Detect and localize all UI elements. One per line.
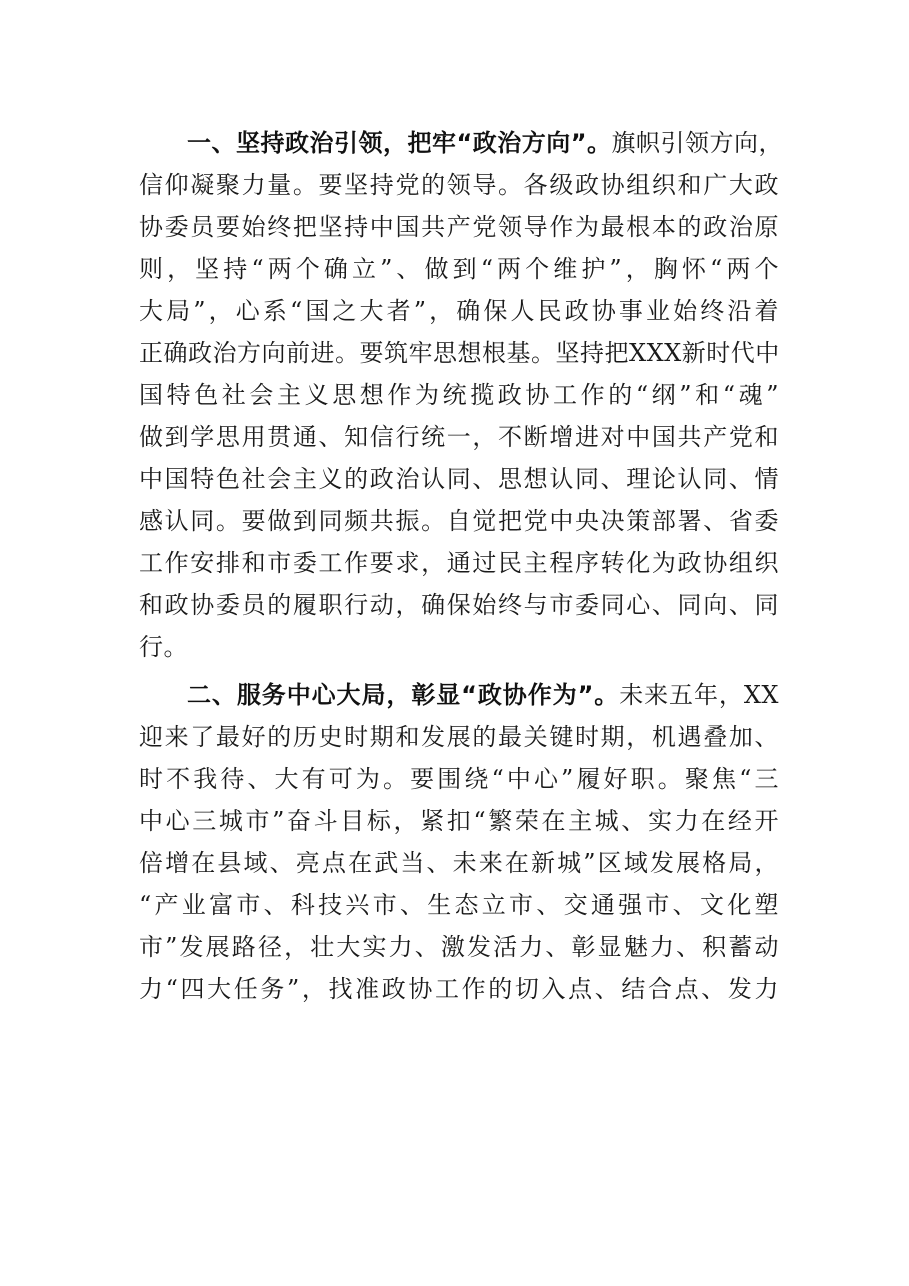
text-line: 正确政治方向前进。要筑牢思想根基。坚持把XXX新时代中: [139, 339, 780, 367]
text-line: 市”发展路径，壮大实力、激发活力、彰显魅力、积蓄动: [139, 933, 779, 961]
text-line: 做到学思用贯通、知信行统一，不断增进对中国共产党和: [139, 423, 779, 451]
paragraph-political-direction: [139, 122, 784, 668]
text-line: 未来五年，XX: [619, 681, 780, 709]
text-line: 大局”，心系“国之大者”，确保人民政协事业始终沿着: [139, 297, 779, 325]
text-line: 倍增在县域、亮点在武当、未来在新城”区域发展格局，: [139, 849, 779, 877]
paragraph-first-line: [139, 122, 784, 164]
section-heading: 二、服务中心大局，彰显“政协作为”。: [187, 681, 620, 709]
paragraph-serve-center: [139, 674, 779, 1010]
text-line: 协委员要始终把坚持中国共产党领导作为最根本的政治原: [139, 213, 779, 241]
text-line: 国特色社会主义思想作为统揽政协工作的“纲”和“魂”: [139, 381, 779, 409]
text-line: 迎来了最好的历史时期和发展的最关键时期，机遇叠加、: [139, 723, 779, 751]
text-line: “产业富市、科技兴市、生态立市、交通强市、文化塑: [139, 891, 779, 919]
text-line: 行。: [139, 633, 188, 661]
text-line: 感认同。要做到同频共振。自觉把党中央决策部署、省委: [139, 507, 779, 535]
text-line: 信仰凝聚力量。要坚持党的领导。各级政协组织和广大政: [139, 171, 779, 199]
text-line: 中国特色社会主义的政治认同、思想认同、理论认同、情: [139, 465, 779, 493]
text-line: 时不我待、大有可为。要围绕“中心”履好职。聚焦“三: [139, 765, 779, 793]
text-line: 和政协委员的履职行动，确保始终与市委同心、同向、同: [139, 591, 779, 619]
text-line: 中心三城市”奋斗目标，紧扣“繁荣在主城、实力在经开: [139, 807, 779, 835]
document-body: [139, 122, 784, 1010]
text-line: 旗帜引领方向，: [611, 129, 784, 157]
text-line: 则，坚持“两个确立”、做到“两个维护”，胸怀“两个: [139, 255, 779, 283]
paragraph-first-line: [139, 674, 779, 716]
section-heading: 一、坚持政治引领，把牢“政治方向”。: [187, 129, 612, 157]
text-line: 工作安排和市委工作要求，通过民主程序转化为政协组织: [139, 549, 779, 577]
text-line: 力“四大任务”，找准政协工作的切入点、结合点、发力: [139, 975, 779, 1003]
